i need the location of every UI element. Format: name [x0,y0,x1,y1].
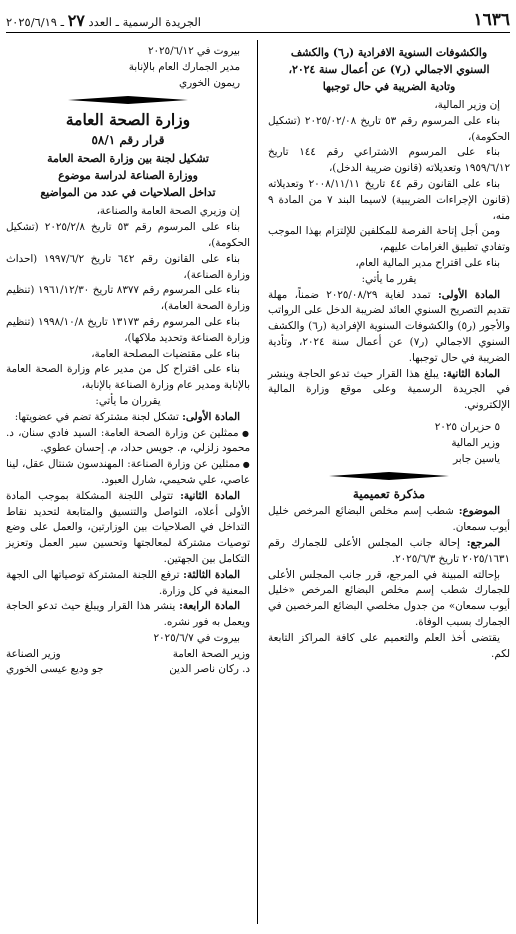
issue-number: ٢٧ [67,11,85,30]
memo-reference [268,536,510,568]
ornament-divider [6,96,250,104]
decision-date: ٥ حزيران ٢٠٢٥ [434,420,500,433]
decision-date: بيروت في ٢٠٢٥/٦/٧ [153,631,240,644]
finance-decision-title [268,44,510,95]
article-1 [268,288,510,367]
preamble-para: بناء على المرسوم الاشتراعي رقم ١٤٤ تاريخ ١٩٥٩/٦/١٢ وتعديلاته (قانون ضريبة الدخل)، [268,146,510,175]
signer-title: وزير المالية [451,436,500,449]
decision-heading: تداخل الصلاحيات في عدد من المواضيع [40,186,216,200]
decision-number: قرار رقم ٥٨/١ [91,133,165,148]
member-list [6,426,250,489]
list-item: ● ممثلين عن وزارة الصناعة: المهندسون شنتال عقل، لينا عاصي، علي شحيمي، شارل العبود. [6,457,250,489]
decision-heading: تشكيل لجنة بين وزارة الصحة العامة [47,152,209,166]
preamble-para: ومن أجل إتاحة الفرصة للمكلفين للإلتزام بهذا الموجب وتفادي تطبيق الغرامات عليهم، [268,225,510,254]
issue-date: ـ ٢٠٢٥/٦/١٩ [6,15,65,29]
preamble-para: بناء على القانون رقم ٤٤ تاريخ ٢٠٠٨/١١/١١ وتعديلاته (قانون الإجراءات الضريبية) لاسيما البند ٧ من المادة ٩ منه، [268,177,510,222]
signer-name: ياسين جابر [453,452,500,465]
preamble-para: بناء على المرسوم رقم ٥٣ تاريخ ٢٠٢٥/٢/٨ (تشكيل الحكومة)، [6,221,250,249]
memo-title: مذكرة تعميمية [352,487,426,502]
right-column [268,44,510,928]
industry-minister-name: جو وديع عيسى الخوري [6,663,104,676]
reference-text: إحالة جانب المجلس الأعلى للجمارك رقم ٢٠٢٥/١٦٣١ تاريخ ٢٠٢٥/٦/٣. [268,536,510,565]
decides-line: يقرران ما يأتي: [95,394,161,407]
article-text: ترفع اللجنة المشتركة توصياتها الى الجهة المعنية في كل وزارة. [6,568,250,597]
intro-line: إن وزيري الصحة العامة والصناعة، [96,205,240,218]
article-1 [6,410,250,426]
left-column [6,44,250,928]
subject-text: شطب إسم مخلص البضائع المرخص خليل أيوب سمعان. [268,505,510,534]
issue-prefix: الجريدة الرسمية ـ العدد [88,15,201,29]
preamble-para: بناء على اقتراح كل من مدير عام وزارة الصحة العامة بالإنابة ومدير عام وزارة الصناعة بالإنابة، [6,363,250,392]
reference-label: المرجع: [466,536,500,549]
article-label: المادة الثانية: [180,489,240,502]
memo-body: بإحالته المبينة في المرجع، قرر جانب المجلس الأعلى للجمارك شطب إسم مخلص البضائع المرخص «خليل أيوب سمعان» من جدول مخلصي البضائع المرخصين في الجمارك بسبب الوفاة. [268,568,510,628]
industry-minister-title: وزير الصناعة [6,647,61,660]
article-text: تشكل لجنة مشتركة تضم في عضويتها: [14,410,183,423]
preamble-para: بناء على المرسوم رقم ٥٣ تاريخ ٢٠٢٥/٠٢/٠٨ (تشكيل الحكومة)، [268,114,510,143]
preamble-para: بناء على القانون رقم ٦٤٢ تاريخ ١٩٩٧/٦/٢ (احداث وزارة الصناعة)، [6,252,250,281]
memo-body: يقتضى أخذ العلم والتعميم على كافة المراكز التابعة لكم. [268,631,510,660]
article-text: تتولى اللجنة المشكلة بموجب المادة الأولى أعلاه، التواصل والتنسيق والمتابعة لتحديد نقاط التداخل في الصلاحيات بين الوزارتين، والعمل على وضع توصيات مشتركة لمعالجتها وتحسين سير العمل وتعزيز التكامل بين الجهتين. [6,489,250,565]
title-line: وتادية الضريبة في حال توجبها [322,80,456,93]
article-label: المادة الثانية: [442,367,500,380]
memo-subject [268,504,510,536]
preamble-para: بناء على المرسوم رقم ٨٣٧٧ تاريخ ١٩٦١/١٢/٣٠ (تنظيم وزارة الصحة العامة)، [6,284,250,313]
customs-signer-name: ريمون الخوري [179,76,240,89]
page-number: ١٦٣٦ [473,10,510,30]
column-divider [257,40,258,924]
title-line: السنوي الاجمالي (ر٧) عن أعمال سنة ٢٠٢٤، [288,63,490,76]
ornament-divider [268,472,510,480]
ministry-title: وزارة الصحة العامة [65,110,191,130]
title-line: والكشوفات السنوية الافرادية (ر٦) والكشف [290,46,488,59]
article-label: المادة الرابعة: [179,600,240,613]
health-minister-title: وزير الصحة العامة [172,647,250,660]
article-2 [6,489,250,568]
preamble-para: بناء على المرسوم رقم ١٣١٧٣ تاريخ ١٩٩٨/١٠/٨ (تنظيم وزارة الصناعة وتحديد ملاكها)، [6,315,250,344]
article-text: يبلغ هذا القرار حيث تدعو الحاجة وينشر في الجريدة الرسمية وعلى موقع وزارة المالية الإلكتروني. [268,367,510,412]
customs-signer-title: مدير الجمارك العام بالإنابة [128,60,240,73]
article-4 [6,599,250,631]
article-2 [268,367,510,414]
customs-date: بيروت في ٢٠٢٥/٦/١٢ [147,45,240,57]
article-label: المادة الأولى: [437,288,500,301]
decides-line: يقرر ما يأتي: [361,272,417,285]
preamble-para: بناء على مقتضيات المصلحة العامة، [91,347,240,360]
article-label: المادة الأولى: [182,410,240,423]
intro-line: إن وزير المالية، [434,99,500,111]
article-3 [6,568,250,600]
page-header [6,6,510,33]
article-text: ينشر هذا القرار ويبلغ حيث تدعو الحاجة ويعمل به فور نشره. [6,600,250,629]
subject-label: الموضوع: [458,505,500,518]
health-minister-name: د. ركان ناصر الدين [169,663,250,676]
list-item: ● ممثلين عن وزارة الصحة العامة: السيد فادي سنان، د. محمود زلزلي، م. جويس حداد، م. إحسان عطوي. [6,426,250,458]
issue-line [6,11,201,30]
decision-heading: ووزارة الصناعة لدراسة موضوع [58,169,198,183]
article-text: تمدد لغاية ٢٠٢٥/٠٨/٢٩ ضمناً، مهلة تقديم التصريح السنوي العائد لضريبة الدخل على الرواتب والأجور (ر٥) والكشوفات السنوية الإفرادية (ر٦) والكشف السنوي الاجمالي (ر٧) عن أعمال سنة ٢٠٢٤، وتأدية الضريبة في حال توجبها. [268,288,510,364]
article-label: المادة الثالثة: [183,568,240,581]
signature-titles [6,647,250,663]
preamble-para: بناء على اقتراح مدير المالية العام، [355,256,500,269]
signature-names [6,662,250,678]
